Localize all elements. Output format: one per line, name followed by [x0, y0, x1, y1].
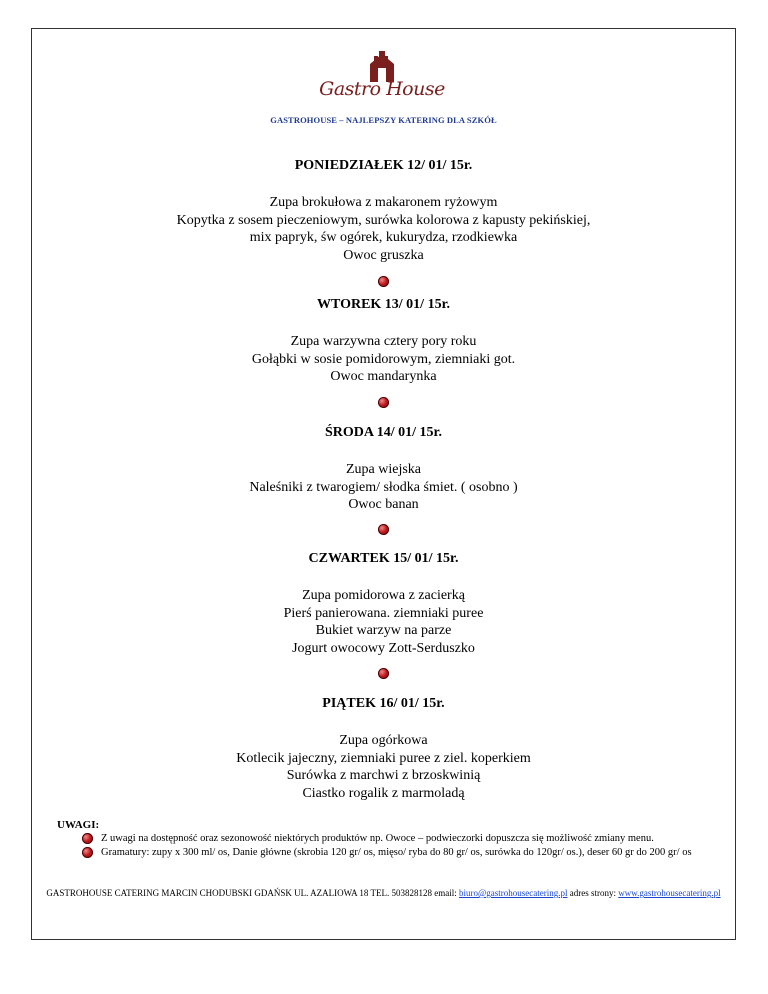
separator-bullet-icon [378, 397, 389, 408]
menu-item: Zupa brokułowa z makaronem ryżowym [269, 195, 498, 210]
footer [31, 887, 736, 899]
menu-item: Jogurt owocowy Zott-Serduszko [292, 640, 475, 656]
menu-item: Kopytka z sosem pieczeniowym, surówka kolorowa z kapusty pekińskiej, [176, 212, 591, 228]
menu-item: Owoc banan [348, 497, 419, 512]
menu-item: Zupa ogórkowa [339, 733, 428, 748]
note-item [57, 846, 717, 860]
separator-bullet-icon [378, 668, 389, 679]
menu-item: Zupa pomidorowa z zacierką [302, 588, 465, 603]
day-title: ŚRODA 14/ 01/ 15r. [325, 425, 442, 440]
menu-item: Naleśniki z twarogiem/ słodka śmiet. ( osobno ) [249, 479, 518, 495]
menu-item: Owoc mandarynka [330, 369, 437, 384]
website-link[interactable]: www.gastrohousecatering.pl [618, 888, 721, 898]
menu-item: Bukiet warzyw na parze [315, 623, 452, 638]
day-section [31, 424, 736, 514]
tagline: GASTROHOUSE – NAJLEPSZY KATERING DLA SZKÓŁ [270, 115, 497, 125]
gastrohouse-logo [318, 48, 446, 110]
note-bullet-icon [82, 847, 93, 858]
day-section [31, 550, 736, 657]
menu-item: Ciastko rogalik z marmoladą [302, 785, 465, 801]
separator-bullet-icon [378, 276, 389, 287]
note-text: Z uwagi na dostępność oraz sezonowość niektórych produktów np. Owoce – podwieczorki dopuszcza się możliwość zmiany menu. [101, 833, 654, 844]
menu-item: Surówka z marchwi z brzoskwinią [286, 768, 481, 783]
day-section [31, 157, 736, 264]
day-section [31, 695, 736, 802]
logo-text: Gastro House [319, 78, 445, 100]
day-title: CZWARTEK 15/ 01/ 15r. [308, 551, 459, 566]
menu-item: Zupa warzywna cztery pory roku [290, 334, 477, 349]
notes-heading: UWAGI: [57, 819, 100, 831]
menu-items [31, 194, 736, 264]
menu-item: Gołąbki w sosie pomidorowym, ziemniaki got. [251, 351, 516, 367]
menu-item: Owoc gruszka [343, 247, 424, 263]
menu-item: Zupa wiejska [345, 462, 422, 477]
menu-items [31, 587, 736, 657]
menu-item: Kotlecik jajeczny, ziemniaki puree z ziel. koperkiem [236, 750, 531, 766]
separator-bullet-icon [378, 524, 389, 535]
note-bullet-icon [82, 833, 93, 844]
footer-company: GASTROHOUSE CATERING MARCIN CHODUBSKI GDAŃSK UL. AZALIOWA 18 TEL. 503828128 email: [46, 888, 459, 898]
note-item [57, 832, 717, 846]
menu-items [31, 732, 736, 802]
footer-address-label: adres strony: [567, 888, 619, 898]
notes-section [57, 818, 717, 860]
day-title: WTOREK 13/ 01/ 15r. [316, 297, 451, 312]
menu-items [31, 333, 736, 386]
day-title: PONIEDZIAŁEK 12/ 01/ 15r. [294, 158, 473, 173]
day-title: PIĄTEK 16/ 01/ 15r. [322, 696, 445, 711]
menu-items [31, 461, 736, 514]
day-section [31, 296, 736, 386]
menu-item: Pierś panierowana. ziemniaki puree [283, 605, 484, 621]
note-text: Gramatury: zupy x 300 ml/ os, Danie główne (skrobia 120 gr/ os, mięso/ ryba do 80 gr/ os, surówka do 120gr/ os.), deser 60 gr do 200 gr/ os [101, 847, 692, 858]
menu-item: mix papryk, św ogórek, kukurydza, rzodkiewka [249, 230, 518, 245]
email-link[interactable]: biuro@gastrohousecatering.pl [458, 888, 568, 898]
